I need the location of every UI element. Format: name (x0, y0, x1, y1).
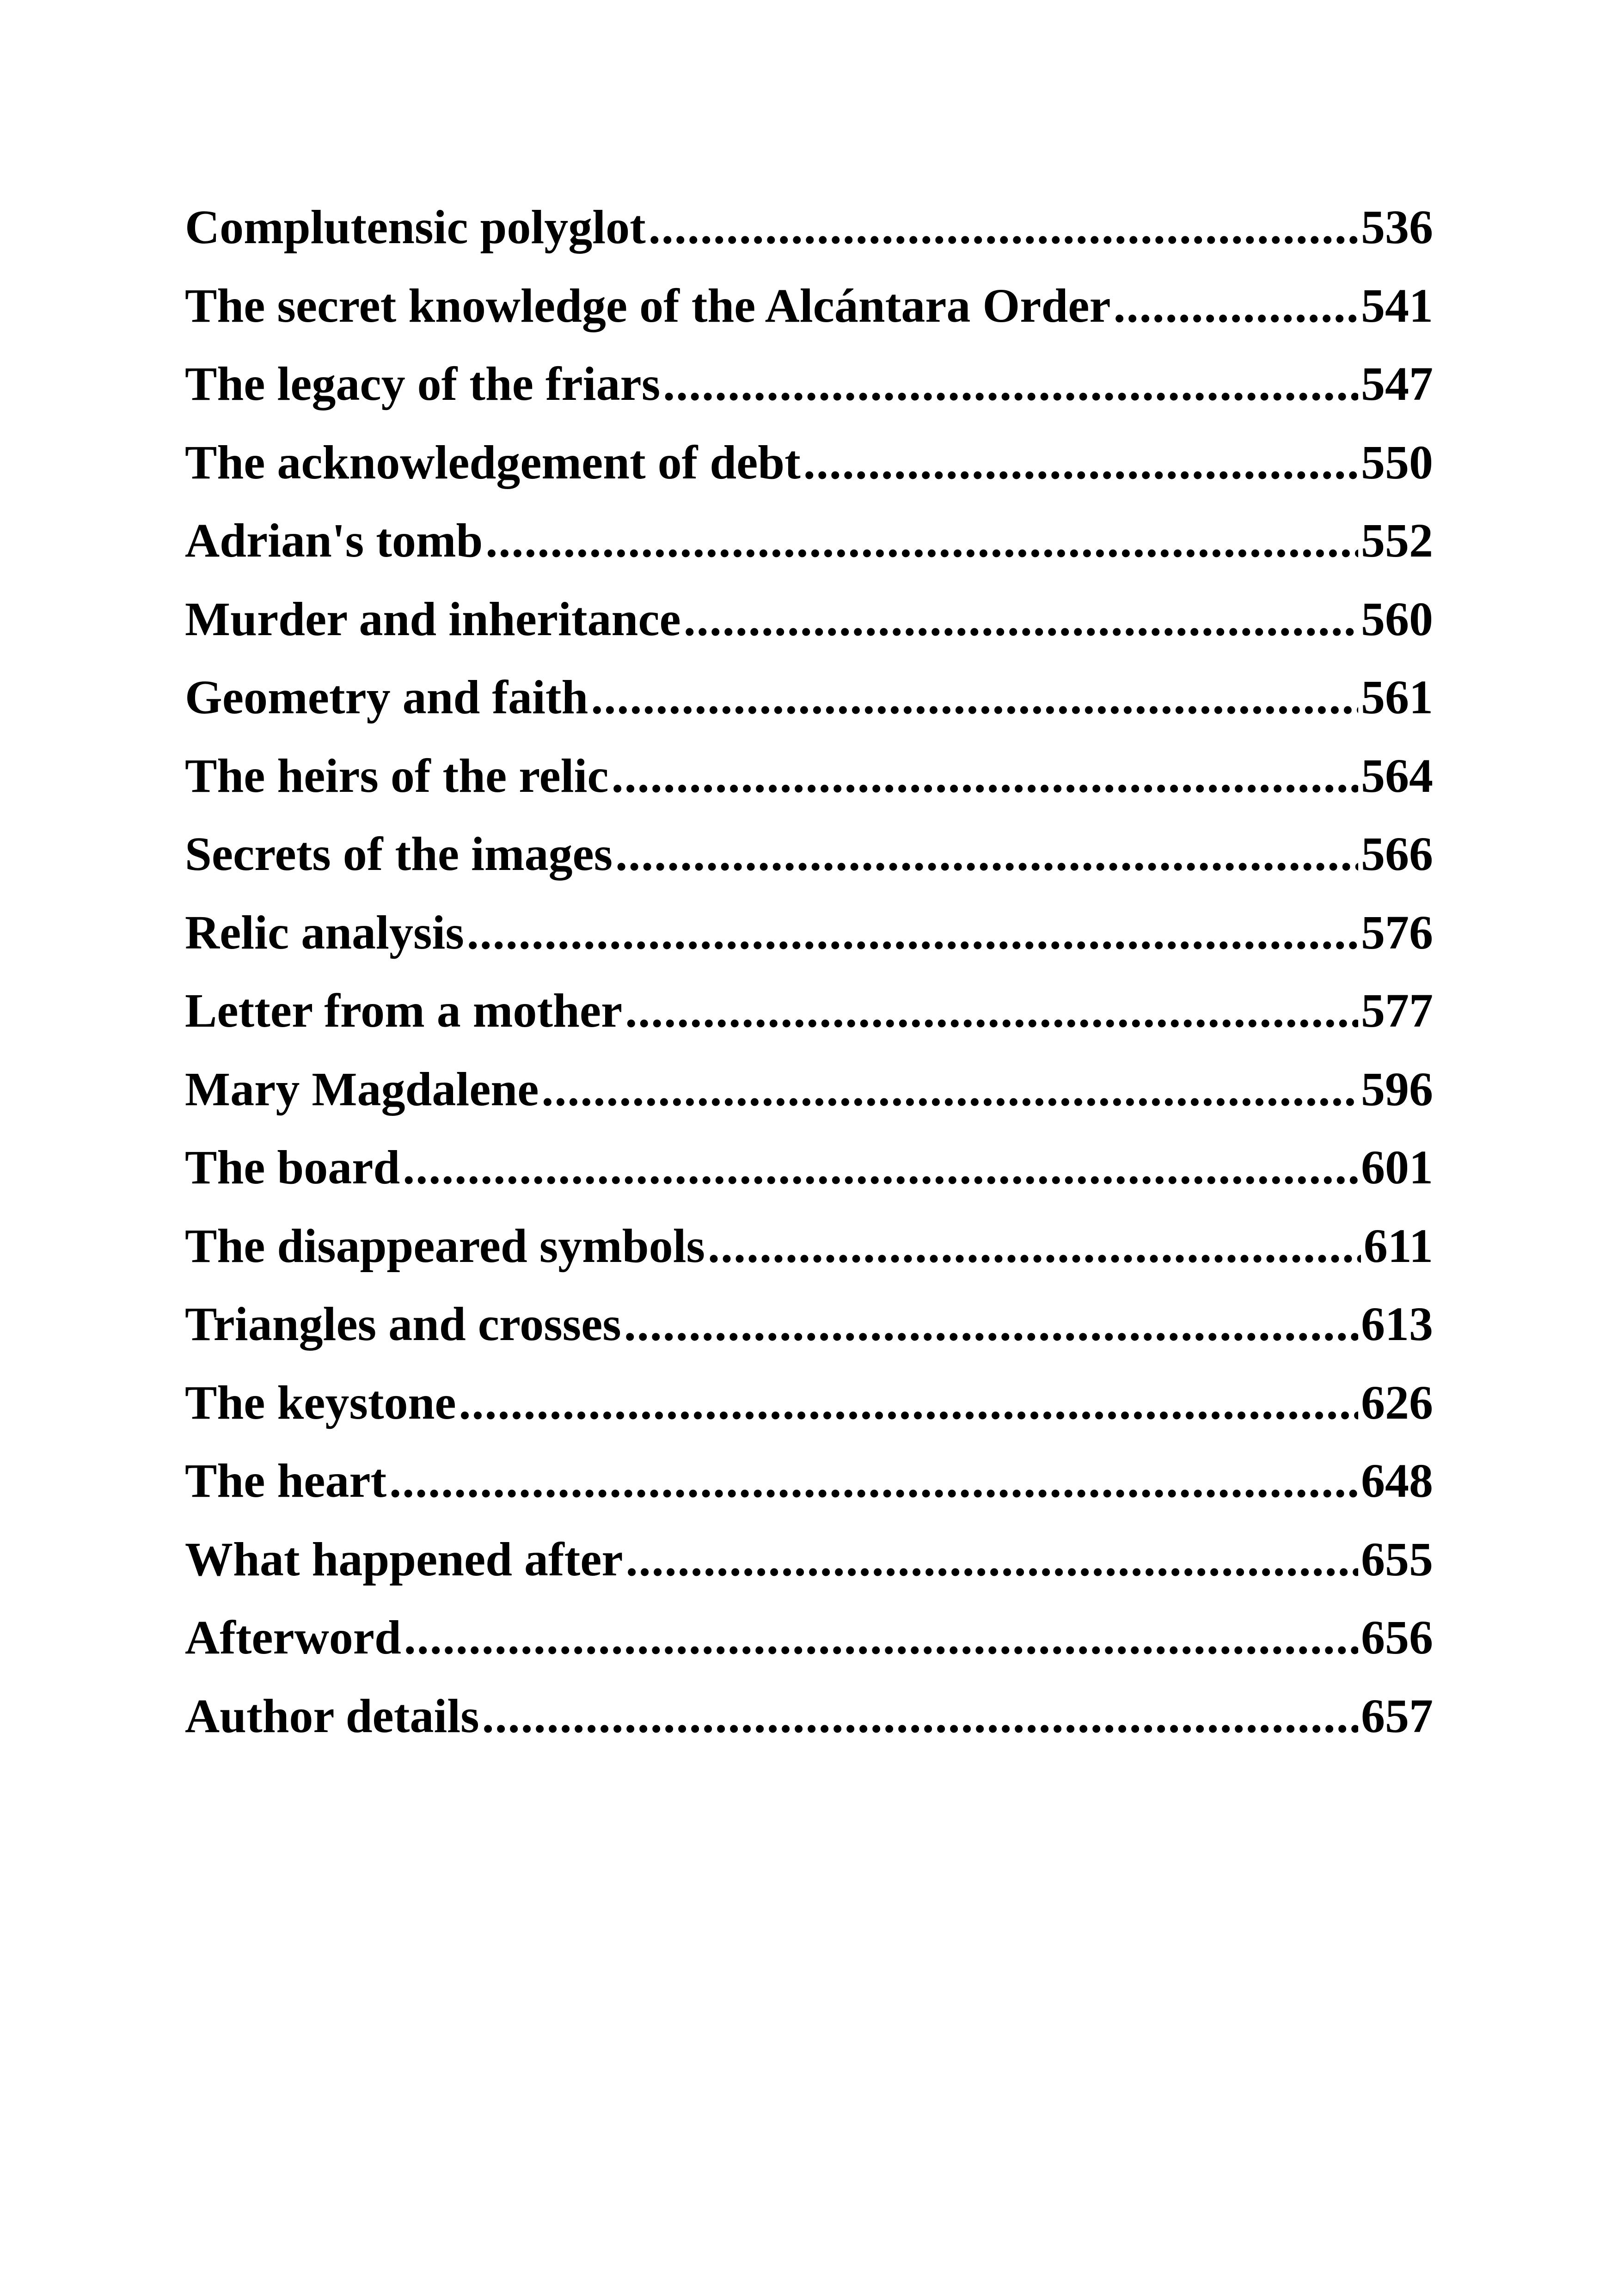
toc-entry-page-number: 561 (1361, 671, 1433, 724)
toc-entry-title: Geometry and faith (185, 671, 588, 724)
toc-entry-title: Adrian's tomb (185, 514, 483, 567)
dot-leader (612, 752, 1358, 800)
dot-leader (403, 1144, 1358, 1192)
toc-entry-page-number: 564 (1361, 749, 1433, 802)
dot-leader (485, 517, 1358, 565)
dot-leader (591, 673, 1358, 722)
toc-entry (185, 203, 1433, 282)
dot-leader (459, 1379, 1358, 1427)
toc-entry-page-number: 576 (1361, 906, 1433, 959)
toc-entry (185, 514, 1433, 595)
toc-entry-page-number: 560 (1361, 592, 1433, 646)
dot-leader (1114, 282, 1358, 330)
toc-entry-title: Mary Magdalene (185, 1062, 539, 1116)
toc-entry-title: Complutensic polyglot (185, 201, 646, 254)
toc-entry (185, 673, 1433, 752)
toc-entry (185, 1141, 1433, 1222)
toc-entry (185, 984, 1433, 1065)
dot-leader (663, 360, 1358, 408)
toc-entry (185, 1219, 1433, 1301)
toc-entry (185, 1300, 1433, 1379)
dot-leader (541, 1065, 1358, 1114)
dot-leader (625, 987, 1358, 1035)
toc-entry-title: The keystone (185, 1376, 456, 1429)
toc-entry (185, 357, 1433, 439)
dot-leader (624, 1300, 1358, 1348)
toc-entry-title: The secret knowledge of the Alcántara Order (185, 279, 1111, 332)
toc-entry-title: The acknowledgement of debt (185, 435, 801, 489)
toc-entry-title: Letter from a mother (185, 984, 623, 1037)
toc-entry-page-number: 613 (1361, 1298, 1433, 1351)
toc-entry-title: What happened after (185, 1532, 623, 1586)
dot-leader (467, 909, 1358, 957)
toc-entry-title: The heirs of the relic (185, 749, 609, 802)
dot-leader (615, 830, 1358, 878)
toc-entry-page-number: 601 (1361, 1141, 1433, 1194)
dot-leader (649, 203, 1358, 251)
table-of-contents (185, 203, 1433, 1770)
toc-entry-page-number: 648 (1361, 1454, 1433, 1507)
dot-leader (404, 1614, 1358, 1662)
toc-entry-page-number: 577 (1361, 984, 1433, 1037)
toc-entry-page-number: 611 (1363, 1219, 1433, 1273)
toc-entry-page-number: 657 (1361, 1689, 1433, 1743)
toc-entry-page-number: 552 (1361, 514, 1433, 567)
dot-leader (684, 595, 1358, 643)
dot-leader (803, 439, 1358, 487)
toc-entry-title: Relic analysis (185, 906, 464, 959)
toc-entry-title: Murder and inheritance (185, 592, 681, 646)
toc-entry-page-number: 541 (1361, 279, 1433, 332)
toc-entry-page-number: 596 (1361, 1062, 1433, 1116)
toc-entry-title: The disappeared symbols (185, 1219, 705, 1273)
toc-entry-title: Triangles and crosses (185, 1298, 621, 1351)
toc-entry (185, 1062, 1433, 1144)
toc-entry-title: Afterword (185, 1611, 401, 1664)
toc-entry-page-number: 536 (1361, 201, 1433, 254)
toc-entry (185, 592, 1433, 674)
toc-entry (185, 1376, 1433, 1457)
dot-leader (389, 1457, 1358, 1505)
toc-entry (185, 1689, 1433, 1771)
toc-entry-title: The board (185, 1141, 400, 1194)
toc-entry (185, 279, 1433, 361)
toc-entry-page-number: 566 (1361, 827, 1433, 881)
toc-entry-page-number: 626 (1361, 1376, 1433, 1429)
toc-entry-page-number: 547 (1361, 357, 1433, 410)
toc-entry (185, 906, 1433, 987)
toc-entry-title: Secrets of the images (185, 827, 613, 881)
toc-entry-title: The legacy of the friars (185, 357, 661, 410)
toc-entry (185, 827, 1433, 909)
toc-entry-title: The heart (185, 1454, 387, 1507)
toc-entry (185, 1532, 1433, 1614)
toc-entry (185, 435, 1433, 517)
toc-entry-page-number: 655 (1361, 1532, 1433, 1586)
toc-entry-page-number: 550 (1361, 435, 1433, 489)
dot-leader (626, 1536, 1358, 1584)
dot-leader (482, 1692, 1358, 1740)
toc-entry-page-number: 656 (1361, 1611, 1433, 1664)
toc-entry (185, 749, 1433, 831)
toc-entry (185, 1454, 1433, 1536)
toc-entry (185, 1611, 1433, 1692)
toc-entry-title: Author details (185, 1689, 479, 1743)
dot-leader (708, 1222, 1361, 1270)
